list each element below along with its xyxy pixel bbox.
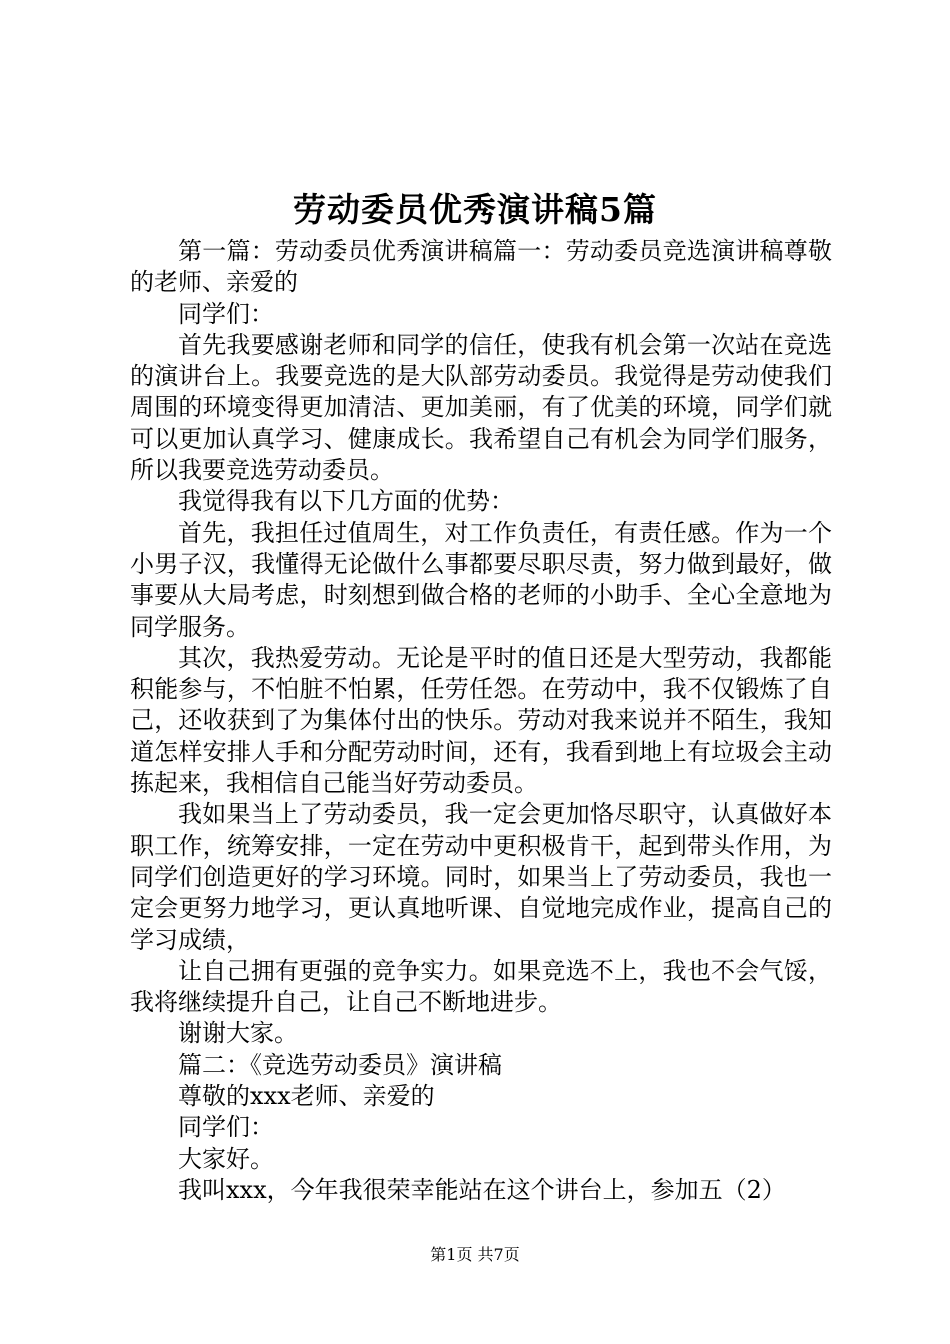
paragraph: 让自己拥有更强的竞争实力。如果竞选不上，我也不会气馁，我将继续提升自己，让自己不断地进步。	[130, 956, 832, 1017]
paragraph: 同学们：	[178, 1113, 274, 1142]
document-body	[130, 236, 832, 1206]
paragraph: 其次，我热爱劳动。无论是平时的值日还是大型劳动，我都能积能参与，不怕脏不怕累，任劳任怨。在劳动中，我不仅锻炼了自己，还收获到了为集体付出的快乐。劳动对我来说并不陌生，我知道怎样安排人手和分配劳动时间，还有，我看到地上有垃圾会主动拣起来，我相信自己能当好劳动委员。	[130, 643, 832, 798]
paragraph: 大家好。	[178, 1144, 274, 1173]
paragraph: 我觉得我有以下几方面的优势：	[178, 487, 514, 516]
page-footer: 第1页 共7页	[430, 1245, 520, 1264]
paragraph: 谢谢大家。	[178, 1019, 298, 1048]
paragraph: 第一篇：劳动委员优秀演讲稿篇一：劳动委员竞选演讲稿尊敬的老师、亲爱的	[130, 237, 832, 297]
paragraph: 首先，我担任过值周生，对工作负责任，有责任感。作为一个小男子汉，我懂得无论做什么事都要尽职尽责，努力做到最好，做事要从大局考虑，时刻想到做合格的老师的小助手、全心全意地为同学服务。	[130, 518, 832, 641]
paragraph: 首先我要感谢老师和同学的信任，使我有机会第一次站在竞选的演讲台上。我要竞选的是大队部劳动委员。我觉得是劳动使我们周围的环境变得更加清洁、更加美丽，有了优美的环境，同学们就可以更加认真学习、健康成长。我希望自己有机会为同学们服务，所以我要竞选劳动委员。	[130, 330, 832, 485]
paragraph: 篇二：《竞选劳动委员》演讲稿	[178, 1050, 502, 1079]
paragraph: 我叫xxx，今年我很荣幸能站在这个讲台上，参加五（2）	[178, 1175, 786, 1204]
paragraph: 同学们：	[178, 299, 274, 328]
document-title: 劳动委员优秀演讲稿5篇	[293, 190, 657, 229]
paragraph: 我如果当上了劳动委员，我一定会更加恪尽职守，认真做好本职工作，统筹安排，一定在劳动中更积极肯干，起到带头作用，为同学们创造更好的学习环境。同时，如果当上了劳动委员，我也一定会更努力地学习，更认真地听课、自觉地完成作业，提高自己的学习成绩，	[130, 800, 832, 954]
paragraph: 尊敬的xxx老师、亲爱的	[178, 1082, 435, 1111]
